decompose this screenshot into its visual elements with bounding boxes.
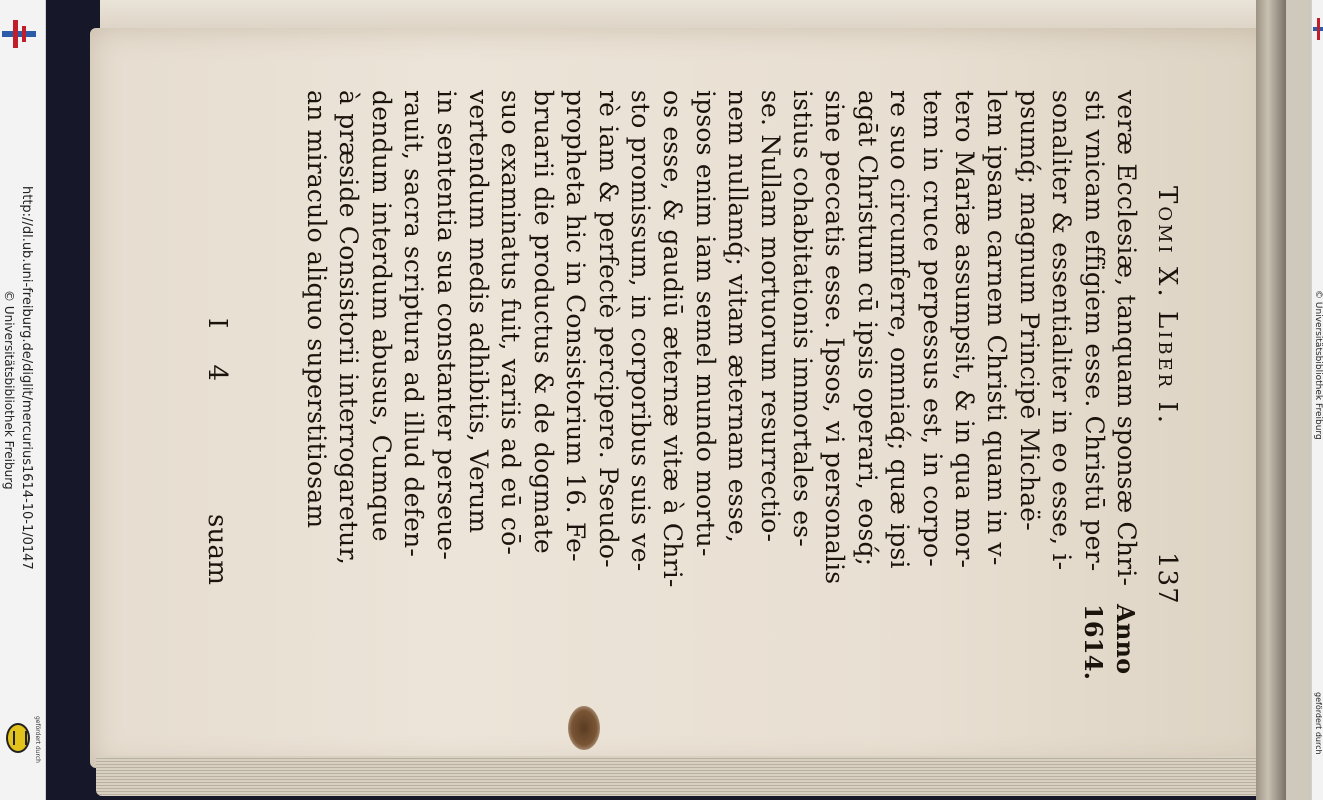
text-line: sto promissum, in corporibus suis ve- (626, 90, 655, 572)
permalink-url[interactable]: http://dl.ub.uni-freiburg.de/diglit/mercurius1614-10-1/0147 (19, 186, 34, 570)
funding-notice: gefördert durch (34, 716, 41, 763)
text-line: ipsos enim iam semel mundo mortu- (690, 90, 720, 557)
text-line: psumq́; magnum Principē Michaë- (1014, 90, 1044, 531)
margin-year: 1614. (1079, 604, 1108, 681)
book-gutter (1256, 0, 1286, 800)
text-line: rè iam & perfectè percipere. Pseudo- (593, 90, 623, 568)
signature-mark: I 4 (202, 318, 232, 396)
text-line: veræ Ecclesiæ, tanquam sponsæ Chri- (1112, 90, 1141, 587)
library-flag-icon-small (1313, 18, 1323, 40)
text-line: nem nullamq́; vitam æternam esse, (723, 90, 753, 543)
text-line: agāt Christum cū ipsis operari, eosq́; (852, 90, 882, 567)
text-line: re suo circumferre, omniaq́; quæ ipsi (885, 90, 915, 569)
text-line: se. Nullam mortuorum resurrectio- (755, 90, 785, 543)
text-line: sine peccatis esse. Ipsos, vi personalis (820, 90, 850, 585)
running-head: Tomi X. Liber I. (1152, 186, 1182, 427)
text-line: tem in cruce perpessus est, in corpo- (917, 90, 947, 567)
margin-note-anno: Anno (1111, 604, 1140, 675)
text-line: sti vnicam effigiem esse. Christū per- (1079, 90, 1109, 572)
text-line: bruarii die productus & de dogmate (528, 90, 558, 554)
copyright-notice: © Universitätsbibliothek Freiburg (2, 290, 16, 490)
text-line: propheta hic in Consistorium 16. Fe- (561, 90, 591, 562)
text-line: os esse, & gaudiū æternæ vitæ à Chri- (658, 90, 688, 588)
right-metadata-strip (1311, 0, 1323, 800)
text-line: à præside Consistorii interrogaretur, (334, 90, 364, 566)
left-metadata-strip (0, 0, 46, 800)
funder-seal-icon (6, 723, 30, 753)
text-line: sonaliter & essentialiter in eo esse, i- (1047, 90, 1077, 571)
text-line: in sententia sua constanter perseue- (431, 90, 461, 561)
catchword: suam (202, 514, 232, 586)
library-flag-icon (2, 20, 36, 48)
text-line: dendum interdum abusus, Cumque (366, 90, 396, 542)
right-copyright-notice: © Universitätsbibliothek Freiburg (1313, 290, 1323, 440)
text-line: an miraculo aliquo superstitiosam (302, 90, 331, 529)
text-line: vertendum medis adhibitis, Verum (464, 90, 493, 534)
text-line: tero Mariæ assumpsit, & in qua mor- (950, 90, 979, 569)
gutter-paper (1286, 0, 1311, 800)
ink-stain (568, 706, 600, 750)
page-number: 137 (1152, 552, 1182, 605)
text-line: lem ipsam carnem Christi quam in v- (982, 90, 1012, 566)
text-line: istius cohabitationis immortales es- (788, 90, 817, 547)
page-block-edges (96, 756, 1266, 796)
text-line: rauit, sacra scriptura ad illud defen- (399, 90, 429, 558)
right-funding-notice: gefördert durch (1314, 692, 1323, 755)
text-line: suo examinatus fuit, variis ad eū cō- (496, 90, 526, 555)
